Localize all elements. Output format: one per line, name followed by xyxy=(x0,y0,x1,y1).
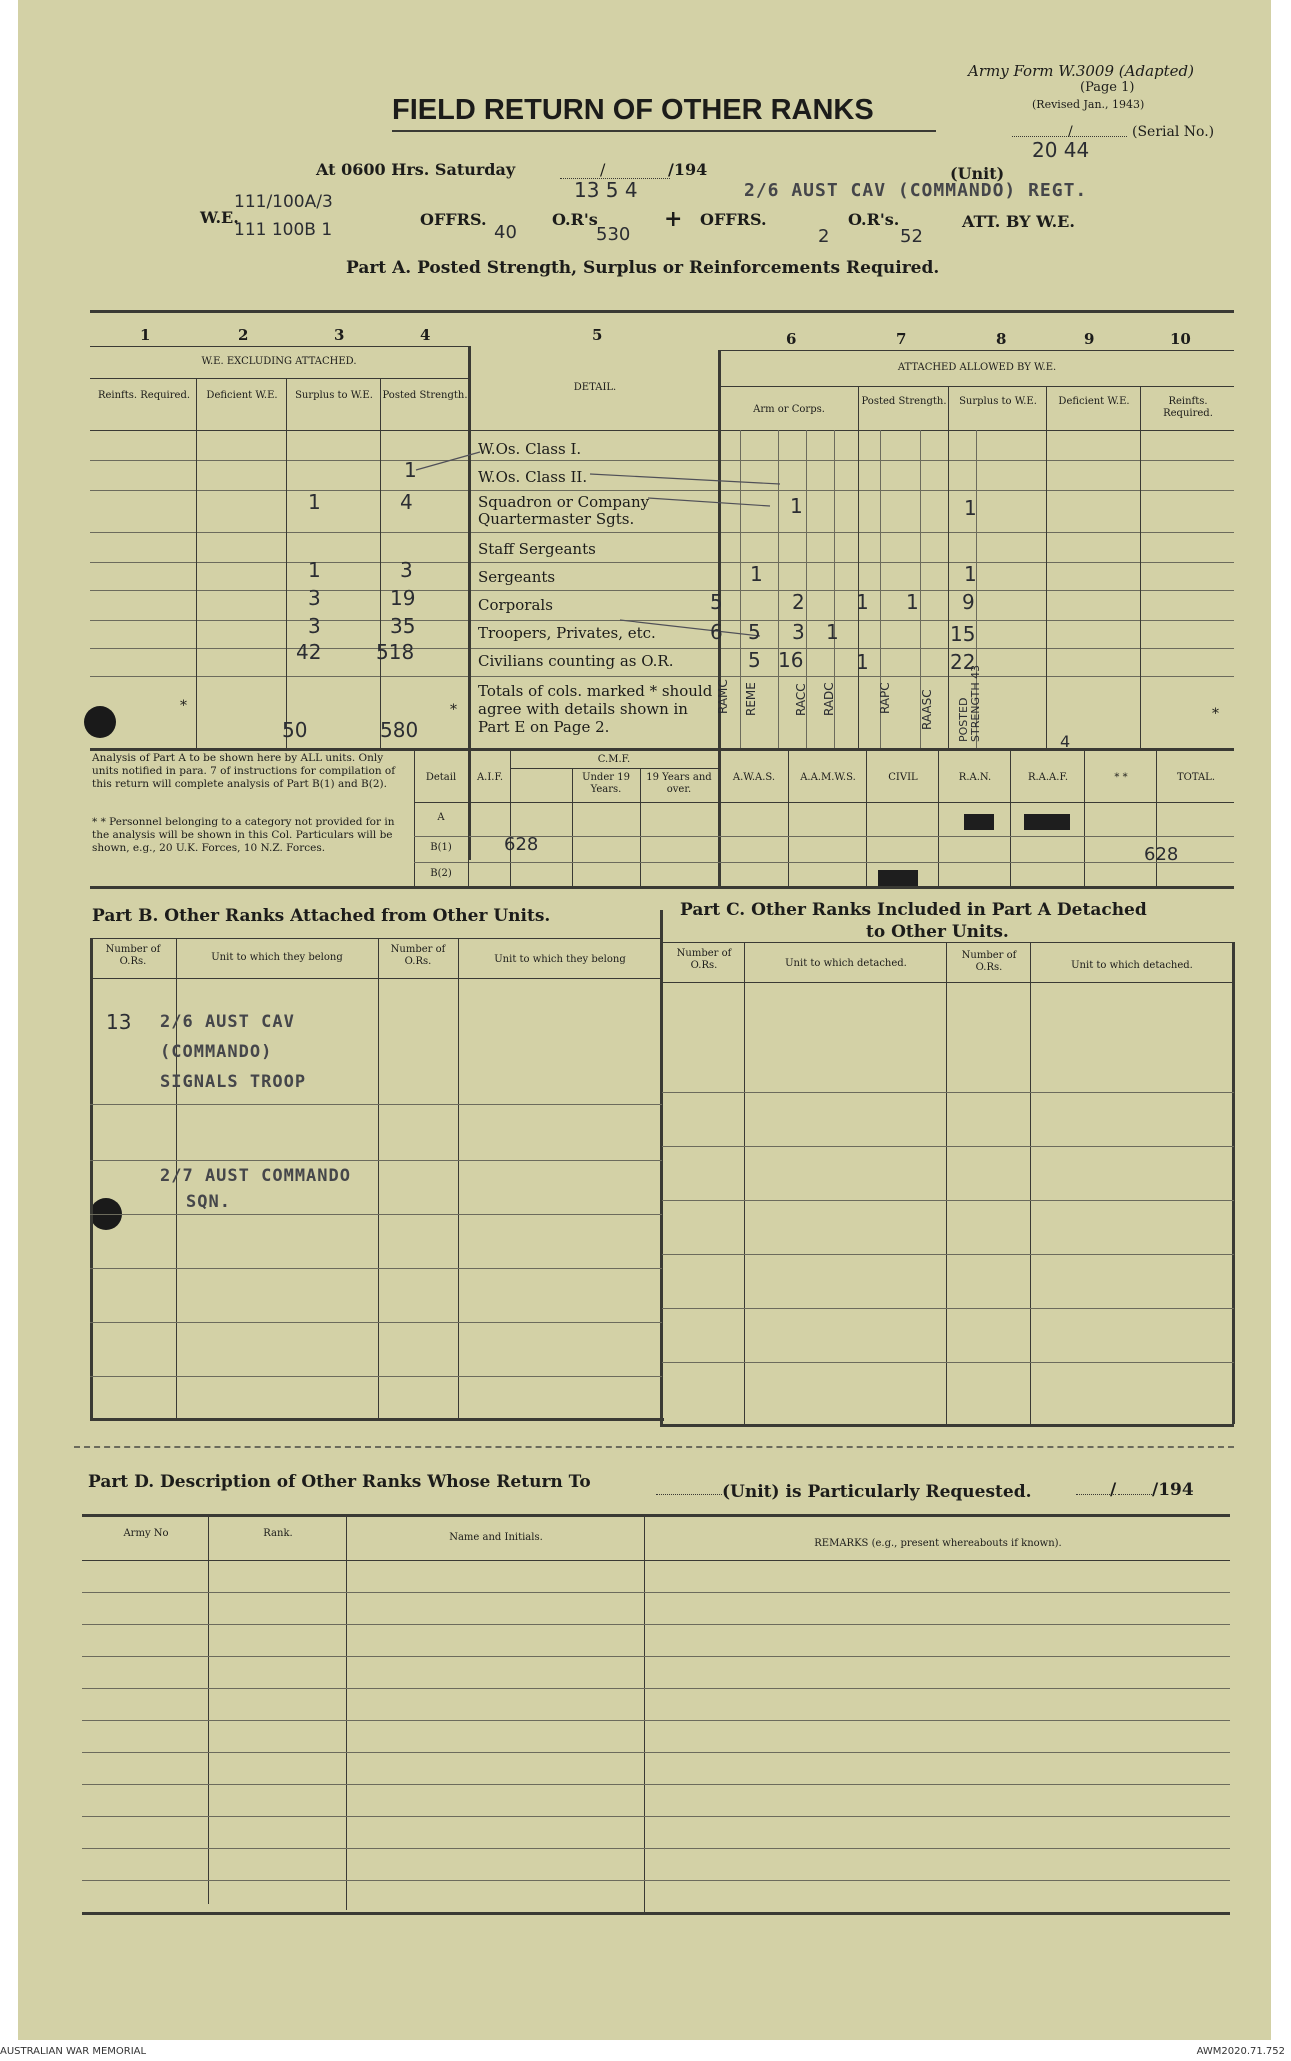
att-mark: 5 xyxy=(748,648,761,672)
row-detail: Corporals xyxy=(478,596,553,614)
att-mark: 5 xyxy=(710,590,723,614)
att-mark: 6 xyxy=(710,620,723,644)
star-mark: * xyxy=(1212,706,1219,722)
row-detail: Civilians counting as O.R. xyxy=(478,652,674,670)
unit-typed: 2/6 AUST CAV (COMMANDO) REGT. xyxy=(744,180,1088,201)
att-mark: 1 xyxy=(906,590,919,614)
offrs-label: OFFRS. xyxy=(420,210,487,229)
civil-header: CIVIL xyxy=(888,772,918,783)
serial-label: (Serial No.) xyxy=(1132,124,1215,140)
corps-label: RADC xyxy=(822,682,836,716)
row-detail: Sergeants xyxy=(478,568,556,586)
row-detail: Squadron or Company Quartermaster Sgts. xyxy=(478,493,650,528)
col-number: 8 xyxy=(996,330,1007,348)
total-header: TOTAL. xyxy=(1176,772,1216,783)
header-surplus: Surplus to W.E. xyxy=(295,390,373,401)
corps-label: POSTED STRENGTH 43 xyxy=(957,664,982,742)
att-mark: 1 xyxy=(856,650,869,674)
col-number: 7 xyxy=(896,330,907,348)
redaction xyxy=(1024,814,1070,830)
we-group-header: W.E. EXCLUDING ATTACHED. xyxy=(201,356,357,367)
part-c-title-1: Part C. Other Ranks Included in Part A Detached xyxy=(680,900,1147,920)
totals-note: Totals of cols. marked * should agree with details shown in Part E on Page 2. xyxy=(478,682,713,736)
star-mark: * xyxy=(180,698,187,714)
header-att-surplus: Surplus to W.E. xyxy=(959,396,1037,407)
corps-label: RACC xyxy=(794,683,808,716)
col-number: 1 xyxy=(140,326,151,344)
part-d-army-header: Army No xyxy=(123,1528,169,1539)
part-d-year: /194 xyxy=(1152,1480,1194,1500)
total-b1: 628 xyxy=(1144,844,1179,865)
footer-right: AWM2020.71.752 xyxy=(1196,2046,1285,2057)
posted-value: 1 xyxy=(404,458,417,482)
row-detail: Staff Sergeants xyxy=(478,540,596,558)
part-b-entry2-line: 2/7 AUST COMMANDO xyxy=(160,1166,351,1186)
posted-value: 35 xyxy=(390,614,416,638)
raaf-header: R.A.A.F. xyxy=(1027,772,1069,783)
surplus-value: 1 xyxy=(308,490,321,514)
redaction xyxy=(878,870,918,886)
header-reinfts: Reinfts. Required. xyxy=(97,390,191,401)
unit-label: (Unit) xyxy=(950,164,1005,183)
we-label: W.E. xyxy=(200,208,239,227)
att-mark: 16 xyxy=(778,648,804,672)
cmf-header: C.M.F. xyxy=(597,754,631,765)
header-posted: Posted Strength. xyxy=(382,390,468,401)
analysis-row: A xyxy=(437,812,445,823)
surplus-value: 42 xyxy=(296,640,322,664)
analysis-row: B(2) xyxy=(430,868,452,879)
part-b-number-header-2: Number of O.Rs. xyxy=(390,944,446,967)
part-b-unit-header-2: Unit to which they belong xyxy=(494,954,626,965)
part-b-entry2-line: SQN. xyxy=(186,1192,231,1212)
part-b-number-header: Number of O.Rs. xyxy=(105,944,161,967)
offrs-value-2: 2 xyxy=(818,226,830,247)
att-mark: 1 xyxy=(750,562,763,586)
at-label: At 0600 Hrs. Saturday xyxy=(316,160,516,179)
awas-header: A.W.A.S. xyxy=(732,772,776,783)
form-number: Army Form W.3009 (Adapted) xyxy=(968,62,1194,80)
stars-header: * * xyxy=(1114,772,1128,783)
punch-hole xyxy=(84,706,116,738)
totals-posted: 580 xyxy=(380,718,419,742)
part-d-rank-header: Rank. xyxy=(263,1528,293,1539)
ors-label-2: O.R's. xyxy=(848,210,900,229)
redaction xyxy=(964,814,994,830)
col-number: 5 xyxy=(592,326,603,344)
col-number: 2 xyxy=(238,326,249,344)
att-mark: 9 xyxy=(962,590,975,614)
part-d-date: / xyxy=(1110,1480,1117,1500)
posted-value: 3 xyxy=(400,558,413,582)
part-b-entry-line: 2/6 AUST CAV xyxy=(160,1012,295,1032)
att-mark: 22 xyxy=(950,650,976,674)
aif-header: A.I.F. xyxy=(476,772,504,783)
offrs-label-2: OFFRS. xyxy=(700,210,767,229)
row-detail: Troopers, Privates, etc. xyxy=(478,624,656,642)
analysis-detail: Detail xyxy=(425,772,457,783)
posted-value: 518 xyxy=(376,640,415,664)
att-mark: 1 xyxy=(964,496,977,520)
att-label: ATT. BY W.E. xyxy=(962,212,1075,231)
page-number: (Page 1) xyxy=(1080,80,1135,95)
part-d-remarks-header: REMARKS (e.g., present whereabouts if known). xyxy=(814,1538,1062,1549)
serial-hand: 20 44 xyxy=(1032,138,1090,162)
att-mark: 3 xyxy=(792,620,805,644)
corps-label: RAPC xyxy=(878,682,892,714)
aamws-header: A.A.M.W.S. xyxy=(800,772,856,783)
aif-b1: 628 xyxy=(504,834,539,855)
ran-header: R.A.N. xyxy=(958,772,992,783)
surplus-value: 1 xyxy=(308,558,321,582)
header-arm-corps: Arm or Corps. xyxy=(753,404,825,415)
posted-value: 19 xyxy=(390,586,416,610)
att-mark: 1 xyxy=(856,590,869,614)
row-detail: W.Os. Class II. xyxy=(478,468,588,486)
header-att-reinfts: Reinfts. Required. xyxy=(1163,396,1213,419)
surplus-value: 3 xyxy=(308,614,321,638)
part-d-name-header: Name and Initials. xyxy=(449,1532,543,1543)
part-c-number-header-2: Number of O.Rs. xyxy=(961,950,1017,973)
ors-label: O.R's xyxy=(552,210,598,229)
col9-extra: 4 xyxy=(1060,732,1071,751)
header-att-posted: Posted Strength. xyxy=(861,396,947,407)
date-hand: 13 5 4 xyxy=(574,178,638,202)
part-d-title: Part D. Description of Other Ranks Whose Return To xyxy=(88,1472,591,1492)
under19-header: Under 19 Years. xyxy=(582,772,630,795)
part-b-entry-line: (COMMANDO) xyxy=(160,1042,273,1062)
att-mark: 1 xyxy=(790,494,803,518)
corps-label: REME xyxy=(744,682,758,716)
year-label: /194 xyxy=(668,160,708,179)
part-b-title: Part B. Other Ranks Attached from Other Units. xyxy=(92,906,551,926)
over19-header: 19 Years and over. xyxy=(646,772,712,795)
att-mark: 15 xyxy=(950,622,976,646)
analysis-note-2: * * Personnel belonging to a category not provided for in the analysis will be shown in this Col. Particulars will be shown, e.g., 20 U.K. Forces, 10 N.Z. Forces. xyxy=(92,816,395,854)
posted-value: 4 xyxy=(400,490,413,514)
col-number: 9 xyxy=(1084,330,1095,348)
pencil-arrows xyxy=(380,440,1140,680)
corps-label: RAMC xyxy=(716,679,730,714)
part-b-unit-header: Unit to which they belong xyxy=(211,952,343,963)
col-number: 6 xyxy=(786,330,797,348)
detail-header: DETAIL. xyxy=(573,382,617,393)
page-title: FIELD RETURN OF OTHER RANKS xyxy=(392,94,874,126)
part-b-entry-line: SIGNALS TROOP xyxy=(160,1072,307,1092)
we-hand-1: 111/100A/3 xyxy=(234,192,333,212)
analysis-row: B(1) xyxy=(430,842,452,853)
part-c-number-header: Number of O.Rs. xyxy=(676,948,732,971)
ors-value-2: 52 xyxy=(900,226,923,247)
part-b-entry-number: 13 xyxy=(106,1010,132,1034)
offrs-value: 40 xyxy=(494,222,517,243)
header-deficient: Deficient W.E. xyxy=(206,390,278,401)
att-mark: 2 xyxy=(792,590,805,614)
analysis-note: Analysis of Part A to be shown here by ALL units. Only units notified in para. 7 of instructions for compilation of this return will complete analysis of Part B(1) and B(2). xyxy=(92,752,396,790)
surplus-value: 3 xyxy=(308,586,321,610)
part-c-title-2: to Other Units. xyxy=(866,922,1009,942)
col-number: 3 xyxy=(334,326,345,344)
att-mark: 1 xyxy=(826,620,839,644)
row-detail: W.Os. Class I. xyxy=(478,440,582,458)
part-c-unit-header-2: Unit to which detached. xyxy=(1071,960,1193,971)
totals-surplus: 50 xyxy=(282,718,308,742)
date-slash: / xyxy=(600,160,606,179)
col-number: 10 xyxy=(1170,330,1191,348)
revised-date: (Revised Jan., 1943) xyxy=(1032,98,1145,111)
star-mark: * xyxy=(450,702,457,718)
plus-sign: + xyxy=(664,206,683,232)
att-mark: 1 xyxy=(964,562,977,586)
we-hand-2: 111 100B 1 xyxy=(234,220,333,240)
att-mark: 5 xyxy=(748,620,761,644)
header-att-deficient: Deficient W.E. xyxy=(1058,396,1130,407)
part-d-title-unit: (Unit) is Particularly Requested. xyxy=(722,1482,1032,1502)
ors-value: 530 xyxy=(596,224,631,245)
part-c-unit-header: Unit to which detached. xyxy=(785,958,907,969)
footer-left: AUSTRALIAN WAR MEMORIAL xyxy=(0,2046,147,2057)
col-number: 4 xyxy=(420,326,431,344)
part-a-title: Part A. Posted Strength, Surplus or Reinforcements Required. xyxy=(346,258,940,278)
attached-group-header: ATTACHED ALLOWED BY W.E. xyxy=(897,362,1057,373)
corps-label: RAASC xyxy=(920,689,934,730)
